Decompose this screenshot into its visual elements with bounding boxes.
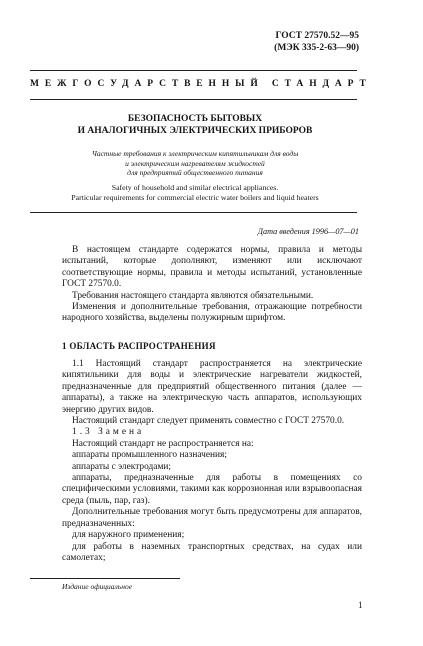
subtitle-line-3: для предприятий общественного питания	[127, 168, 263, 178]
top-divider	[30, 70, 357, 71]
document-title	[30, 113, 360, 137]
document-number-block	[274, 30, 359, 54]
intro-paragraph-1: В настоящем стандарте содержатся нормы, правила и методы испытаний, которые дополняют, изменяют или исключают соответствующие нормы, правила и методы испытаний, установленные ГОСТ 27570.0.	[62, 245, 362, 290]
english-title	[30, 183, 360, 203]
english-title-line-1: Safety of household and similar electrical appliances.	[111, 183, 279, 192]
effective-date: Дата введения 1996—07—01	[257, 227, 359, 236]
exclusion-item-1: аппараты промышленного назначения;	[72, 450, 227, 461]
clause-1-1-note: Настоящий стандарт следует применять совместно с ГОСТ 27570.0.	[72, 416, 345, 427]
subtitle-line-1: Частные требования к электрическим кипятильникам для воды	[91, 149, 299, 158]
title-divider	[30, 212, 357, 213]
additional-requirements: Дополнительные требования могут быть предусмотрены для аппаратов, предназначенных:	[62, 507, 362, 529]
english-title-line-2: Particular requirements for commercial electric water boilers and liquid heaters	[71, 193, 319, 202]
iec-reference: (МЭК 335-2-63—90)	[274, 43, 359, 53]
exclusion-item-3: аппараты, предназначенные для работы в помещениях со специфическими условиями, такими как коррозионная или взрывоопасная среда (пыль, пар, газ).	[62, 473, 362, 506]
intro-paragraph-2: Требования настоящего стандарта являются обязательными.	[72, 290, 314, 301]
footer-divider	[30, 578, 180, 579]
page-number: 1	[358, 600, 363, 610]
additional-item-2: для работы в наземных транспортных средствах, на судах или самолетах;	[62, 541, 362, 563]
subtitle-line-2: и электрическим нагревателям жидкостей	[125, 158, 265, 168]
clause-1-1: 1.1 Настоящий стандарт распространяется на электрические кипятильники для воды и электрические нагреватели жидкостей, предназначенные для предприятий общественного питания (далее — аппараты), а также на электрическую часть аппаратов, использующих энергию других видов.	[62, 359, 362, 415]
document-number: ГОСТ 27570.52—95	[275, 31, 359, 41]
standard-banner: МЕЖГОСУДАРСТВЕННЫЙ СТАНДАРТ	[30, 79, 372, 89]
clause-1-3-text: Настоящий стандарт не распространяется на:	[72, 438, 254, 449]
document-subtitle	[30, 149, 360, 178]
intro-block	[62, 245, 362, 325]
clause-1-3-heading: 1.3 Замена	[72, 427, 145, 438]
section-1-body	[62, 359, 362, 564]
title-line-2: И АНАЛОГИЧНЫХ ЭЛЕКТРИЧЕСКИХ ПРИБОРОВ	[77, 126, 313, 136]
additional-item-1: для наружного применения;	[72, 530, 185, 541]
banner-divider	[30, 99, 357, 100]
title-line-1: БЕЗОПАСНОСТЬ БЫТОВЫХ	[127, 114, 263, 124]
intro-paragraph-3: Изменения и дополнительные требования, отражающие потребности народного хозяйства, выделены полужирным шрифтом.	[62, 302, 362, 324]
edition-note: Издание официальное	[62, 582, 133, 591]
section-heading: 1 ОБЛАСТЬ РАСПРОСТРАНЕНИЯ	[62, 341, 216, 351]
exclusion-item-2: аппараты с электродами;	[72, 461, 172, 472]
